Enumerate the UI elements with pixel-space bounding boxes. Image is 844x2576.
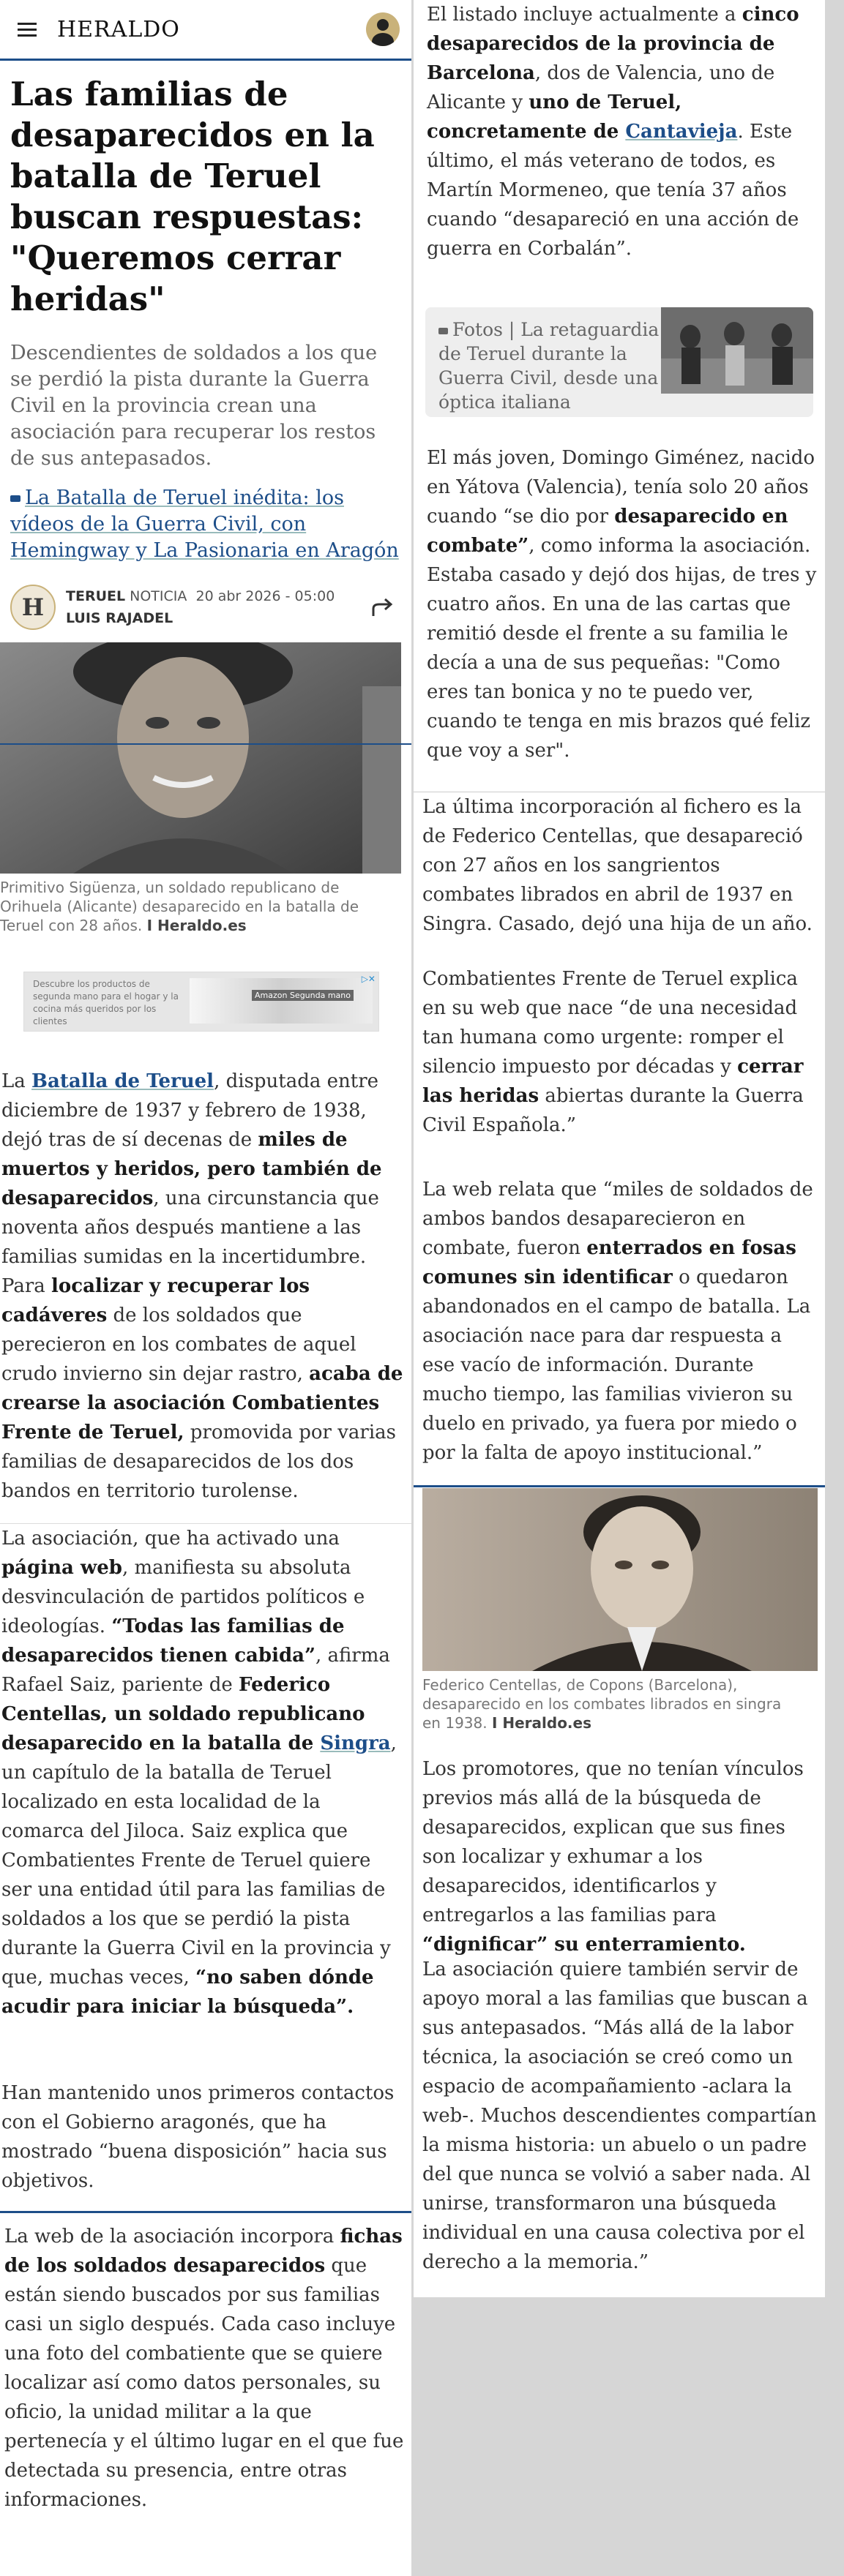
- site-header: [0, 0, 411, 61]
- paragraph-r7: La asociación quiere también servir de apoyo moral a las familias que buscan a sus antepasados. “Más allá de la labor técnica, la asociación se creó como un espacio de acompañamiento -aclara la web-. Muchos descendientes compartían la misma historia: un abuelo o un padre del que nunca se volvió a saber nada. Al unirse, transformaron una búsqueda individual en una causa colectiva por el derecho a la memoria.”: [422, 1959, 817, 2273]
- ad-image: [190, 978, 373, 1024]
- paragraph-r6: Los promotores, que no tenían vínculos previos más allá de la búsqueda de desaparecidos, explican que sus fines son localizar y exhumar a los desaparecidos, identificarlos y entregarlos a las familias para “dignificar” su enterramiento.: [422, 1758, 804, 1956]
- related-gallery-card[interactable]: [425, 307, 813, 417]
- ad-text: Descubre los productos de segunda mano para el hogar y la cocina más queridos por los clientes: [33, 979, 179, 1026]
- ad-banner[interactable]: [23, 972, 379, 1032]
- paragraph-r4: Combatientes Frente de Teruel explica en su web que nace “de una necesidad tan humana como urgente: romper el silencio impuesto por décadas y cerrar las heridas abiertas durante la Guerra Civil Española.”: [422, 968, 804, 1136]
- paragraph-r3: La última incorporación al fichero es la de Federico Centellas, que desapareció con 27 años en los sangrientos combates librados en abril de 1937 en Singra. Casado, dejó una hija de un año.: [414, 792, 825, 939]
- author-badge: H: [10, 585, 56, 630]
- paragraph-r1: El listado incluye actualmente a cinco desaparecidos de la provincia de Barcelona, dos de Valencia, uno de Alicante y uno de Teruel, concretamente de Cantavieja. Este último, el más veterano de todos, es Martín Mormeneo, que tenía 37 años cuando “desapareció en una acción de guerra en Corbalán”.: [427, 4, 799, 260]
- paragraph-4: Han mantenido unos primeros contactos con el Gobierno aragonés, que ha mostrado “buena disposición” hacia sus objetivos.: [1, 2082, 395, 2192]
- user-avatar-icon[interactable]: [366, 12, 400, 46]
- author-name[interactable]: LUIS RAJADEL: [66, 610, 173, 626]
- section-label[interactable]: TERUEL: [66, 588, 126, 604]
- paragraph-5: La web de la asociación incorpora fichas de los soldados desaparecidos que están siendo buscados por sus familias casi un siglo después. Cada caso incluye una foto del combatiente que se quiere localizar así como datos personales, su oficio, la unidad militar a la que pertenecía y el último lugar en el que fue detectada su presencia, entre otras informaciones.: [4, 2226, 404, 2511]
- photo-credit: Heraldo.es: [157, 917, 247, 934]
- divider: [414, 1485, 825, 1487]
- photo-caption: Primitivo Sigüenza, un soldado republicano de Orihuela (Alicante) desaparecido en la batalla de Teruel con 28 años. I Heraldo.es: [0, 879, 359, 934]
- site-logo[interactable]: HERALDO: [57, 16, 180, 42]
- card-image: [661, 307, 813, 394]
- share-icon[interactable]: [369, 594, 395, 620]
- right-column: [414, 0, 825, 2297]
- paragraph-r5: La web relata que “miles de soldados de ambos bandos desaparecieron en combate, fueron enterrados en fosas comunes sin identificar o quedaron abandonados en el campo de batalla. La asociación nace para dar respuesta a ese vacío de información. Durante mucho tiempo, las familias vivieron su duelo en privado, ya fuera por miedo o por la falta de apoyo institucional.”: [422, 1179, 813, 1464]
- publish-date: 20 abr 2026 - 05:00: [195, 588, 335, 604]
- page-title: Las familias de desaparecidos en la batalla de Teruel buscan respuestas: "Queremos cerrar heridas": [10, 75, 375, 318]
- type-label: NOTICIA: [130, 588, 187, 604]
- related-link[interactable]: [10, 485, 401, 564]
- card-text: Fotos | La retaguardia de Teruel durante la Guerra Civil, desde una óptica italiana: [438, 319, 660, 413]
- bullet-icon: [438, 328, 448, 334]
- divider: [0, 2211, 411, 2213]
- divider: [0, 743, 411, 745]
- byline: [10, 582, 401, 633]
- photo-caption: Federico Centellas, de Copons (Barcelona), desaparecido en los combates librados en singra en 1938. I Heraldo.es: [422, 1676, 782, 1732]
- ad-label: Amazon Segunda mano: [252, 990, 354, 1001]
- link-singra[interactable]: Singra: [320, 1732, 391, 1754]
- link-cantavieja[interactable]: Cantavieja: [625, 121, 738, 143]
- article-subtitle: Descendientes de soldados a los que se perdió la pista durante la Guerra Civil en la provincia crean una asociación para recuperar los restos de sus antepasados.: [10, 342, 378, 470]
- paragraph-1: La Batalla de Teruel, disputada entre diciembre de 1937 y febrero de 1938, dejó tras de sí decenas de miles de muertos y heridos, pero también de desaparecidos, una circunstancia que noventa años después mantiene a las familias sumidas en la incertidumbre. Para localizar y recuperar los cadáveres de los soldados que perecieron en los combates de aquel crudo invierno sin dejar rastro, acaba de crearse la asociación Combatientes Frente de Teruel, promovida por varias familias de desaparecidos de los dos bandos en territorio turolense.: [1, 1070, 403, 1502]
- adchoices-icon[interactable]: ▷✕: [361, 974, 376, 984]
- photo-credit: Heraldo.es: [502, 1714, 591, 1732]
- paragraph-r2: El más joven, Domingo Giménez, nacido en Yátova (Valencia), tenía solo 20 años cuando “se dio por desaparecido en combate”, como informa la asociación. Estaba casado y dejó dos hijas, de tres y cuatro años. En una de las cartas que remitió desde el frente a su familia le decía a una de sus pequeñas: "Como eres tan bonica y no te puedo ver, cuando te tenga en mis brazos qué feliz que voy a ser".: [427, 447, 817, 762]
- paragraph-3: La asociación, que ha activado una página web, manifiesta su absoluta desvinculación de partidos políticos e ideologías. “Todas las familias de desaparecidos tienen cabida”, afirma Rafael Saiz, pariente de Federico Centellas, un soldado republicano desaparecido en la batalla de Singra, un capítulo de la batalla de Teruel localizado en esta localidad de la comarca del Jiloca. Saiz explica que Combatientes Frente de Teruel quiere ser una entidad útil para las familias de soldados a los que se perdió la pista durante la Guerra Civil en la provincia y que, muchas veces, “no saben dónde acudir para iniciar la búsqueda”.: [0, 1523, 411, 2021]
- bullet-icon: [10, 495, 20, 502]
- link-batalla-teruel[interactable]: Batalla de Teruel: [31, 1070, 214, 1092]
- left-column: [0, 0, 411, 2576]
- photo-soldier-2[interactable]: [422, 1488, 818, 1671]
- menu-icon[interactable]: [18, 19, 37, 40]
- photo-soldier-1[interactable]: [0, 642, 401, 874]
- related-link-text[interactable]: La Batalla de Teruel inédita: los vídeos de la Guerra Civil, con Hemingway y La Pasionaria en Aragón: [10, 487, 399, 562]
